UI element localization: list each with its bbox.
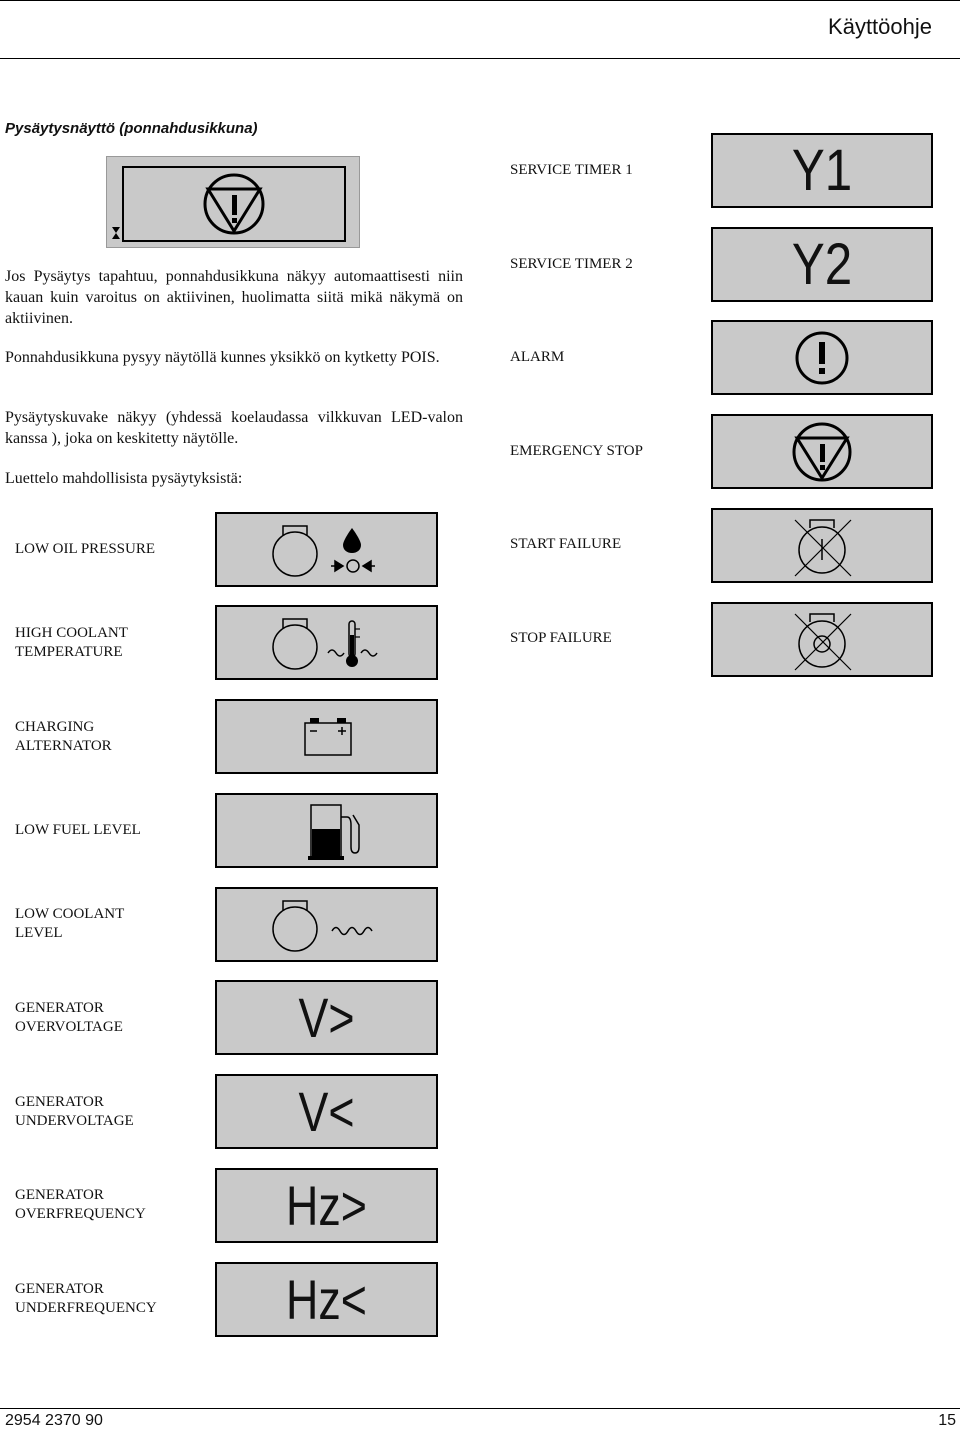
paragraph-3: Pysäytyskuvake näkyy (yhdessä koelaudassa vilkkuvan LED-valon kanssa ), joka on keskitetty näytölle. bbox=[5, 409, 463, 447]
footer-doc-number: 2954 2370 90 bbox=[5, 1412, 103, 1429]
generator-underfrequency-box bbox=[215, 1262, 438, 1337]
emergency-stop-box bbox=[711, 414, 933, 489]
paragraph-1: Jos Pysäytys tapahtuu, ponnahdusikkuna näkyy automaattisesti niin kauan kuin varoitus on aktiivinen, huolimatta siitä mikä näkymä on aktiivinen. bbox=[5, 268, 463, 327]
low-coolant-level-box bbox=[215, 887, 438, 962]
service-timer-2-icon: Y2 bbox=[791, 232, 853, 297]
generator-undervoltage-box bbox=[215, 1074, 438, 1149]
label-alarm: ALARM bbox=[510, 349, 565, 365]
low-oil-pressure-icon bbox=[217, 514, 436, 585]
generator-undervoltage-icon: V< bbox=[298, 1080, 355, 1143]
emergency-stop-icon bbox=[713, 416, 931, 487]
label-low-oil-pressure: LOW OIL PRESSURE bbox=[15, 541, 156, 557]
service-timer-1-box bbox=[711, 133, 933, 208]
label-generator-overfrequency: GENERATOR OVERFREQUENCY bbox=[15, 1187, 146, 1222]
label-stop-failure: STOP FAILURE bbox=[510, 630, 612, 646]
label-generator-overvoltage: GENERATOR OVERVOLTAGE bbox=[15, 1000, 123, 1035]
label-charging-alternator: CHARGING ALTERNATOR bbox=[15, 719, 112, 754]
hourglass-icon bbox=[112, 227, 120, 239]
charging-alternator-icon bbox=[217, 701, 436, 772]
generator-underfrequency-icon: Hz< bbox=[286, 1268, 367, 1331]
generator-overfrequency-icon: Hz> bbox=[286, 1174, 367, 1237]
header-rule bbox=[0, 0, 960, 1]
footer-page-number: 15 bbox=[938, 1412, 956, 1429]
generator-overvoltage-icon: V> bbox=[298, 986, 355, 1049]
high-coolant-temperature-icon bbox=[217, 607, 436, 678]
label-emergency-stop: EMERGENCY STOP bbox=[510, 443, 643, 459]
footer-divider bbox=[0, 1408, 960, 1409]
low-fuel-level-icon bbox=[217, 795, 436, 866]
start-failure-box bbox=[711, 508, 933, 583]
stop-failure-box bbox=[711, 602, 933, 677]
label-generator-underfrequency: GENERATOR UNDERFREQUENCY bbox=[15, 1281, 157, 1316]
low-coolant-level-icon bbox=[217, 889, 436, 960]
header-divider bbox=[0, 58, 960, 59]
low-oil-pressure-box bbox=[215, 512, 438, 587]
service-timer-1-icon: Y1 bbox=[791, 138, 853, 203]
label-high-coolant-temperature: HIGH COOLANT TEMPERATURE bbox=[15, 625, 128, 660]
alarm-icon bbox=[713, 322, 931, 393]
label-generator-undervoltage: GENERATOR UNDERVOLTAGE bbox=[15, 1094, 134, 1129]
high-coolant-temperature-box bbox=[215, 605, 438, 680]
page-title: Käyttöohje bbox=[828, 14, 932, 39]
section-title: Pysäytysnäyttö (ponnahdusikkuna) bbox=[5, 120, 258, 137]
generator-overvoltage-box bbox=[215, 980, 438, 1055]
label-low-fuel-level: LOW FUEL LEVEL bbox=[15, 822, 141, 838]
generator-overfrequency-box bbox=[215, 1168, 438, 1243]
popup-window-graphic bbox=[107, 157, 361, 249]
stop-failure-icon bbox=[713, 604, 931, 675]
label-start-failure: START FAILURE bbox=[510, 536, 622, 552]
low-fuel-level-box bbox=[215, 793, 438, 868]
label-service-timer-2: SERVICE TIMER 2 bbox=[510, 256, 633, 272]
charging-alternator-box bbox=[215, 699, 438, 774]
alarm-box bbox=[711, 320, 933, 395]
label-service-timer-1: SERVICE TIMER 1 bbox=[510, 162, 633, 178]
label-low-coolant-level: LOW COOLANT LEVEL bbox=[15, 906, 125, 941]
paragraph-2: Ponnahdusikkuna pysyy näytöllä kunnes yksikkö on kytketty POIS. bbox=[5, 349, 440, 366]
paragraph-4: Luettelo mahdollisista pysäytyksistä: bbox=[5, 470, 243, 487]
popup-screenshot bbox=[106, 156, 360, 248]
start-failure-icon bbox=[713, 510, 931, 581]
service-timer-2-box bbox=[711, 227, 933, 302]
